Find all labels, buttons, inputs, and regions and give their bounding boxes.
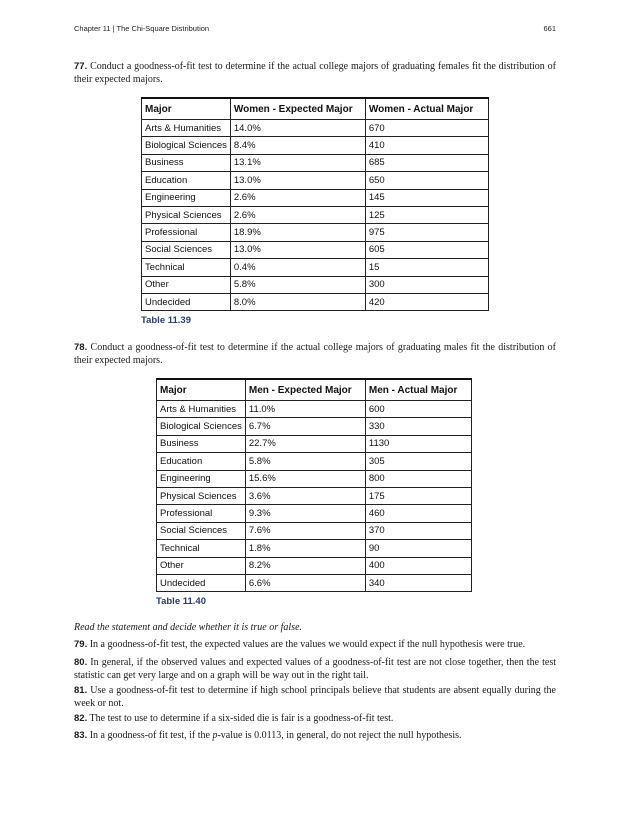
instruction-text: Read the statement and decide whether it is true or false. xyxy=(74,622,303,633)
table-cell: 13.1% xyxy=(230,154,365,171)
table-header-row xyxy=(142,98,489,120)
exercise-77 xyxy=(74,60,556,86)
exercise-number: 83. xyxy=(74,730,88,741)
exercise-80 xyxy=(74,656,556,682)
table-header-row xyxy=(157,379,472,401)
table-cell: 330 xyxy=(365,418,471,435)
table-cell: Engineering xyxy=(142,189,231,206)
exercise-number: 77. xyxy=(74,61,88,72)
column-header: Major xyxy=(142,98,231,120)
exercise-number: 78. xyxy=(74,342,88,353)
table-cell: Education xyxy=(142,172,231,189)
p-variable: p xyxy=(212,730,218,741)
table-cell: Engineering xyxy=(157,470,246,487)
exercise-number: 80. xyxy=(74,657,88,668)
table-row xyxy=(157,540,472,557)
table-cell: 600 xyxy=(365,401,471,418)
table-cell: 6.6% xyxy=(245,574,365,591)
table-cell: Business xyxy=(157,435,246,452)
table-cell: 125 xyxy=(365,206,488,223)
table-row xyxy=(142,293,489,310)
table-row xyxy=(142,224,489,241)
table-cell: 9.3% xyxy=(245,505,365,522)
exercise-number: 79. xyxy=(74,639,88,650)
table-row xyxy=(157,435,472,452)
exercise-text: In a goodness-of-fit test, the expected values are the values we would expect if the null hypothesis were true. xyxy=(89,639,526,650)
column-header: Men - Expected Major xyxy=(245,379,365,401)
table-row xyxy=(157,453,472,470)
table-row xyxy=(157,470,472,487)
table-row xyxy=(142,206,489,223)
table-cell: 420 xyxy=(365,293,488,310)
table-row xyxy=(157,522,472,539)
table-cell: 2.6% xyxy=(230,206,365,223)
table-cell: Professional xyxy=(157,505,246,522)
table-cell: Undecided xyxy=(157,574,246,591)
table-cell: 460 xyxy=(365,505,471,522)
table-row xyxy=(157,418,472,435)
exercise-text: Conduct a goodness-of-fit test to determine if the actual college majors of graduating males fit the distribution of their expected majors. xyxy=(74,342,557,366)
column-header: Women - Expected Major xyxy=(230,98,365,120)
table-cell: 8.4% xyxy=(230,137,365,154)
table-cell: Undecided xyxy=(142,293,231,310)
table-cell: 410 xyxy=(365,137,488,154)
table-cell: 650 xyxy=(365,172,488,189)
table-row xyxy=(157,487,472,504)
table-cell: 22.7% xyxy=(245,435,365,452)
women-majors-table xyxy=(141,97,489,311)
table-cell: 605 xyxy=(365,241,488,258)
table-cell: 145 xyxy=(365,189,488,206)
table-caption: Table 11.39 xyxy=(141,315,191,326)
table-cell: 8.0% xyxy=(230,293,365,310)
table-cell: Arts & Humanities xyxy=(142,120,231,137)
table-cell: 685 xyxy=(365,154,488,171)
table-row xyxy=(157,505,472,522)
table-row xyxy=(142,120,489,137)
table-cell: Technical xyxy=(142,259,231,276)
table-row xyxy=(142,189,489,206)
table-row xyxy=(142,276,489,293)
table-row xyxy=(157,574,472,591)
table-cell: Professional xyxy=(142,224,231,241)
table-cell: 11.0% xyxy=(245,401,365,418)
table-cell: Technical xyxy=(157,540,246,557)
table-cell: 18.9% xyxy=(230,224,365,241)
table-cell: 300 xyxy=(365,276,488,293)
table-cell: Physical Sciences xyxy=(142,206,231,223)
exercise-83 xyxy=(74,729,556,742)
exercise-number: 81. xyxy=(74,685,88,696)
table-cell: 340 xyxy=(365,574,471,591)
table-cell: 90 xyxy=(365,540,471,557)
table-cell: 13.0% xyxy=(230,172,365,189)
table-row xyxy=(142,241,489,258)
table-cell: 8.2% xyxy=(245,557,365,574)
exercise-text-start: In a goodness-of fit test, if the xyxy=(89,730,213,741)
table-cell: 0.4% xyxy=(230,259,365,276)
table-cell: Physical Sciences xyxy=(157,487,246,504)
table-row xyxy=(142,137,489,154)
page-header xyxy=(74,24,556,33)
table-row xyxy=(157,401,472,418)
table-cell: 800 xyxy=(365,470,471,487)
table-cell: 14.0% xyxy=(230,120,365,137)
exercise-text: Conduct a goodness-of-fit test to determine if the actual college majors of graduating females fit the distribution of their expected majors. xyxy=(74,61,556,85)
table-cell: 1.8% xyxy=(245,540,365,557)
exercise-number: 82. xyxy=(74,713,88,724)
table-cell: 975 xyxy=(365,224,488,241)
table-cell: 5.8% xyxy=(245,453,365,470)
column-header: Men - Actual Major xyxy=(365,379,471,401)
table-cell: 670 xyxy=(365,120,488,137)
table-cell: Social Sciences xyxy=(157,522,246,539)
exercise-text: Use a goodness-of-fit test to determine if high school principals believe that students are absent equally during the week or not. xyxy=(74,685,556,709)
exercise-78 xyxy=(74,341,556,367)
table-cell: 6.7% xyxy=(245,418,365,435)
table-cell: Biological Sciences xyxy=(157,418,246,435)
table-row xyxy=(142,172,489,189)
exercise-text: The test to use to determine if a six-sided die is fair is a goodness-of-fit test. xyxy=(89,713,394,724)
table-cell: 13.0% xyxy=(230,241,365,258)
table-cell: 15 xyxy=(365,259,488,276)
exercise-text-end: -value is 0.0113, in general, do not reject the null hypothesis. xyxy=(217,730,462,741)
table-cell: Other xyxy=(157,557,246,574)
table-row xyxy=(157,557,472,574)
page-number: 661 xyxy=(543,24,556,33)
table-cell: Business xyxy=(142,154,231,171)
table-row xyxy=(142,259,489,276)
table-cell: 400 xyxy=(365,557,471,574)
table-caption: Table 11.40 xyxy=(156,596,206,607)
table-cell: Biological Sciences xyxy=(142,137,231,154)
table-cell: 1130 xyxy=(365,435,471,452)
exercise-79 xyxy=(74,638,556,651)
table-cell: Social Sciences xyxy=(142,241,231,258)
table-cell: 305 xyxy=(365,453,471,470)
exercise-82 xyxy=(74,712,556,725)
column-header: Major xyxy=(157,379,246,401)
exercise-81 xyxy=(74,684,556,710)
chapter-title: Chapter 11 | The Chi-Square Distribution xyxy=(74,24,210,33)
table-cell: 370 xyxy=(365,522,471,539)
table-cell: 175 xyxy=(365,487,471,504)
table-cell: 2.6% xyxy=(230,189,365,206)
table-cell: Education xyxy=(157,453,246,470)
table-cell: Arts & Humanities xyxy=(157,401,246,418)
table-cell: 7.6% xyxy=(245,522,365,539)
column-header: Women - Actual Major xyxy=(365,98,488,120)
men-majors-table xyxy=(156,378,472,592)
table-cell: 5.8% xyxy=(230,276,365,293)
exercise-text: In general, if the observed values and expected values of a goodness-of-fit test are not close together, then the test statistic can get very large and on a graph will be way out in the right tail. xyxy=(74,657,556,681)
table-row xyxy=(142,154,489,171)
table-cell: Other xyxy=(142,276,231,293)
table-cell: 3.6% xyxy=(245,487,365,504)
table-cell: 15.6% xyxy=(245,470,365,487)
